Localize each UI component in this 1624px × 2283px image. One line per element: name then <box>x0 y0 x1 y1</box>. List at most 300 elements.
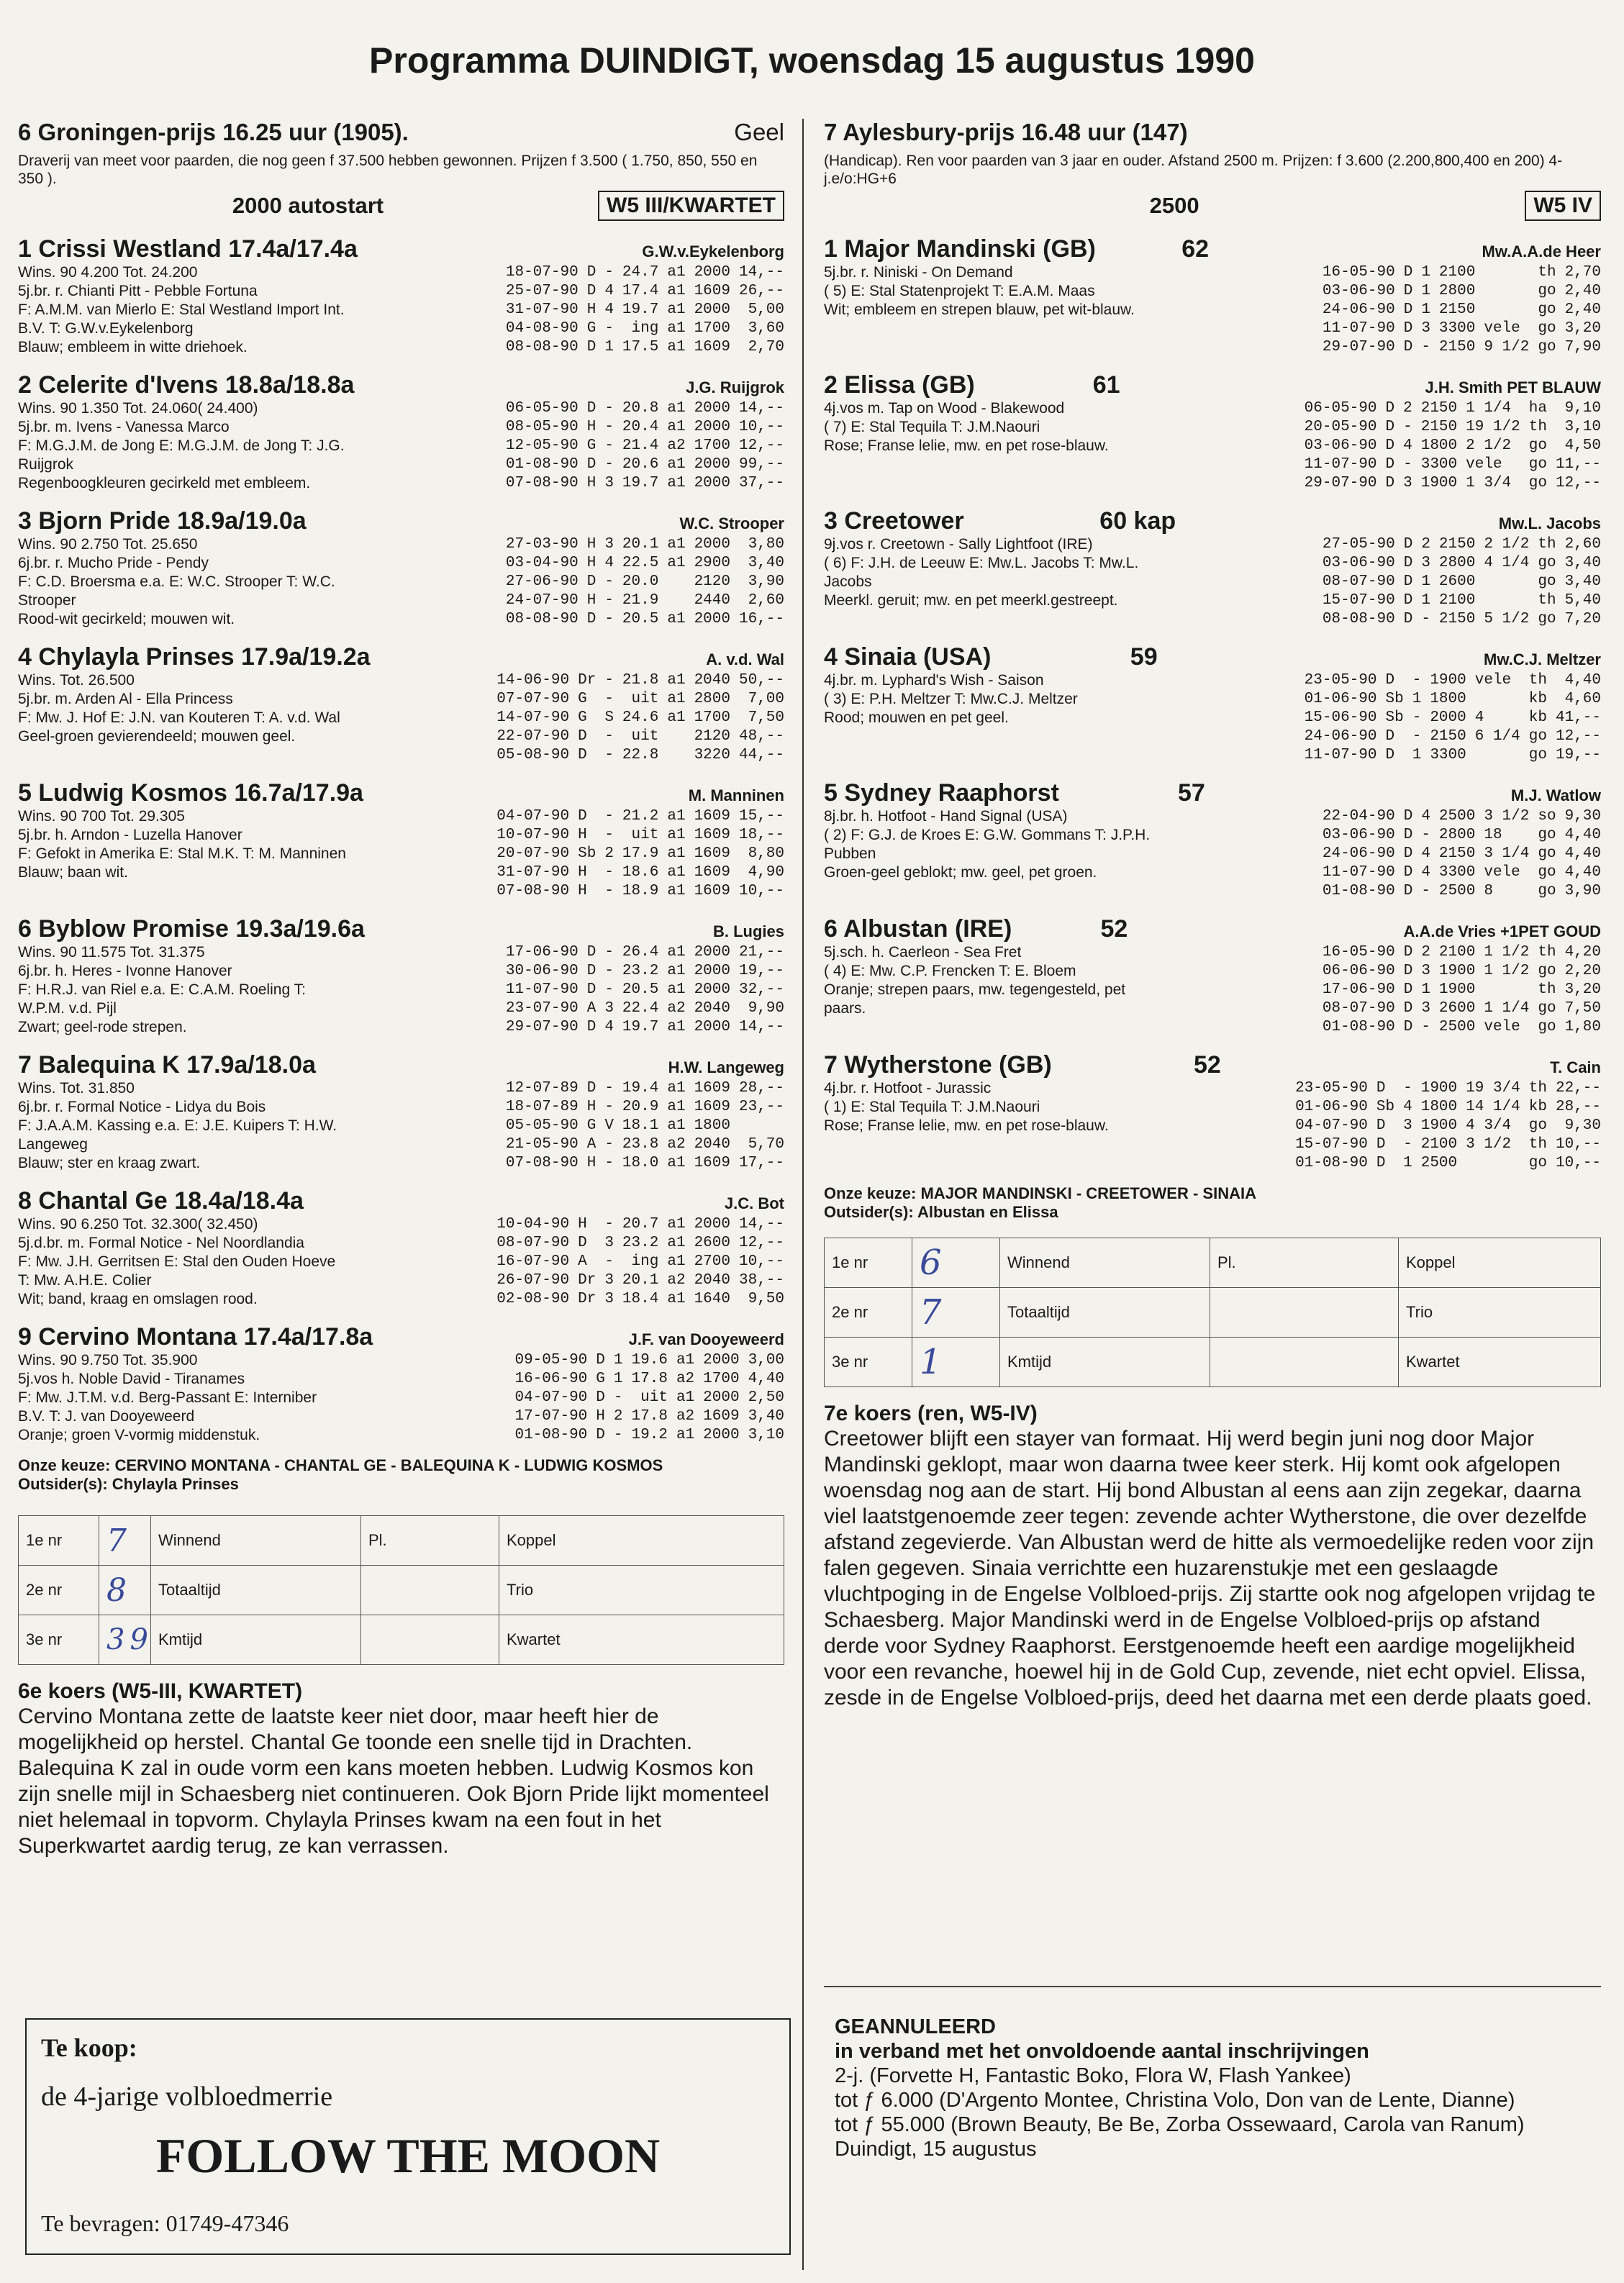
horse-info-line: Zwart; geel-rode strepen. <box>18 1019 187 1035</box>
horse-info-line: 6j.br. h. Heres - Ivonne Hanover <box>18 963 232 979</box>
run-cell: 2,60 <box>1564 536 1601 553</box>
run-cell: 20.6 <box>622 456 659 473</box>
horse-trainer: A.A.de Vries +1PET GOUD <box>1403 922 1601 940</box>
horse-info-line: 5j.sch. h. Caerleon - Sea Fret <box>824 944 1022 961</box>
horse-info-line: Ruijgrok <box>18 456 74 473</box>
run-cell: 20.0 <box>622 573 659 590</box>
run-cell: 9,50 <box>748 1291 784 1307</box>
run-cell: - <box>613 1427 623 1443</box>
run-row <box>1287 1135 1601 1154</box>
horse-info-line: 5j.br. r. Chianti Pitt - Pebble Fortuna <box>18 283 258 299</box>
run-cell: - <box>604 400 614 417</box>
run-cell: 15-07-90 <box>1295 1136 1368 1153</box>
run-row <box>506 1389 784 1407</box>
run-cell: a1 <box>667 400 686 417</box>
run-cell: 38,-- <box>738 1272 784 1289</box>
horse-info-line: ( 4) E: Mw. C.P. Frencken T: E. Bloem <box>824 963 1076 979</box>
run-cell: 7,90 <box>1564 339 1601 355</box>
run-cell: 20-05-90 <box>1304 419 1377 435</box>
run-cell: D <box>1403 573 1413 590</box>
run-cell: G <box>586 437 596 454</box>
race-7-distance-row <box>824 191 1601 221</box>
run-cell: go <box>1538 555 1556 571</box>
run-cell: go <box>1528 437 1547 454</box>
run-cell: 10,-- <box>1555 1136 1601 1153</box>
run-row <box>1314 999 1601 1018</box>
run-cell: a1 <box>676 1389 695 1406</box>
run-cell: 3 1/2 <box>1466 1136 1512 1153</box>
run-cell: a1 <box>667 456 686 473</box>
run-cell: 31-07-90 <box>505 301 579 318</box>
horse-info <box>18 399 497 493</box>
race-6-outsider: Outsider(s): Chylayla Prinses <box>18 1475 239 1493</box>
run-cell: 04-07-90 <box>514 1389 588 1406</box>
run-cell: - <box>1421 827 1430 843</box>
run-cell: 14,-- <box>738 1019 784 1035</box>
horse-name: 1 Crissi Westland 17.4a/17.4a <box>18 235 358 263</box>
horse-trainer: H.W. Langeweg <box>668 1058 784 1076</box>
race-6-analysis-text: Cervino Montana zette de laatste keer niet door, maar heeft hier de mogelijkheid op herstel. Chantal Ge toonde een snelle tijd in Drachten. Balequina K zal in oude vorm een kans moeten hebben. Ludwig Kosmos kon zijn snelle mijl in Schaesberg niet continueren. Ook Bjorn Pride lijkt momenteel niet helemaal in topvorm. Chylayla Prinses kwam na een fout in het Superkwartet aardig terug, ze kan verrassen. <box>18 1705 769 1858</box>
horse-info <box>18 807 488 901</box>
run-cell: D <box>1403 827 1413 843</box>
run-cell: kb <box>1528 1099 1547 1115</box>
run-cell: D <box>1385 456 1395 473</box>
run-cell: 9,30 <box>1564 1117 1601 1134</box>
run-cell: 3,40 <box>748 555 784 571</box>
run-cell: go <box>1538 827 1556 843</box>
run-cell: 24-06-90 <box>1322 845 1395 862</box>
horse-info-line: Regenboogkleuren gecirkeld met embleem. <box>18 475 311 491</box>
run-cell: 19.7 <box>622 475 659 491</box>
run-cell: 01-08-90 <box>1295 1155 1368 1171</box>
run-cell: 22-04-90 <box>1322 808 1395 825</box>
run-cell: D <box>1376 1080 1386 1097</box>
run-cell: 2440 <box>694 592 730 609</box>
run-cell: 1 <box>1421 981 1430 998</box>
run-cell: 26,-- <box>738 283 784 299</box>
recent-runs-table <box>506 1351 784 1445</box>
run-cell: a1 <box>676 1352 695 1369</box>
run-cell: H <box>586 536 596 553</box>
run-cell: D <box>586 283 596 299</box>
run-cell: go <box>1538 845 1556 862</box>
run-cell: D <box>1403 883 1413 899</box>
run-cell: A <box>586 1136 596 1153</box>
run-row <box>497 1079 784 1098</box>
horse-name: 4 Sinaia (USA) <box>824 643 992 671</box>
run-cell: a1 <box>667 1099 686 1115</box>
run-cell: th <box>1538 592 1556 609</box>
run-cell: a1 <box>667 808 686 825</box>
horse-info-line: F: C.D. Broersma e.a. E: W.C. Strooper T: W.C. <box>18 573 335 590</box>
run-cell: - <box>604 456 614 473</box>
run-cell: uit <box>640 1389 668 1406</box>
run-cell: 2 <box>1421 944 1430 961</box>
run-cell: 1800 <box>1420 437 1458 454</box>
run-cell: 09-05-90 <box>514 1352 588 1369</box>
run-cell: 50,-- <box>738 672 784 689</box>
run-row <box>497 399 784 418</box>
horse-info <box>824 399 1296 493</box>
recent-runs-table <box>497 943 784 1037</box>
horse-name: 6 Albustan (IRE) <box>824 915 1012 943</box>
run-row <box>1314 981 1601 999</box>
horse-info-line: Wit; band, kraag en omslagen rood. <box>18 1291 258 1307</box>
run-cell: V <box>604 1117 614 1134</box>
run-cell: ing <box>631 1253 659 1270</box>
run-cell: Dr <box>578 1272 596 1289</box>
cancelled-races-notice <box>835 2015 1597 2161</box>
horse-info-line: F: H.R.J. van Riel e.a. E: C.A.M. Roeling T: <box>18 981 306 998</box>
annul-subheading: in verband met het onvoldoende aantal inschrijvingen <box>835 2040 1369 2063</box>
run-cell: 3 <box>604 536 614 553</box>
run-cell: D <box>1403 320 1413 337</box>
run-row <box>488 709 784 727</box>
run-cell: 1900 <box>1438 981 1476 998</box>
run-cell: a1 <box>667 1291 686 1307</box>
horse-info-line: 4j.br. r. Hotfoot - Jurassic <box>824 1080 992 1097</box>
run-cell: 29-07-90 <box>1304 475 1377 491</box>
run-row <box>497 1154 784 1173</box>
run-cell: 4 <box>604 1019 614 1035</box>
run-row <box>497 591 784 610</box>
horse-info-line: T: Mw. A.H.E. Colier <box>18 1272 152 1289</box>
run-cell: D <box>1403 536 1413 553</box>
run-cell: a1 <box>667 845 686 862</box>
run-cell: 23,-- <box>738 1099 784 1115</box>
run-cell: - <box>604 1136 614 1153</box>
horse-entry <box>824 371 1601 493</box>
run-row <box>1314 962 1601 981</box>
run-cell: 4 <box>604 555 614 571</box>
run-cell: 19.7 <box>622 301 659 318</box>
race-7-class-badge: W5 IV <box>1525 191 1601 221</box>
run-cell: 3,80 <box>748 536 784 553</box>
handwritten-note: 7 <box>912 1288 1000 1338</box>
horse-entry <box>18 915 784 1037</box>
horse-weight: 60 kap <box>1099 507 1176 535</box>
run-cell: 2800 <box>1438 283 1476 299</box>
run-cell: 08-07-90 <box>1322 573 1395 590</box>
run-cell: D <box>586 611 596 627</box>
run-row <box>497 437 784 455</box>
run-cell: 2800 <box>694 691 730 707</box>
annul-line: Duindigt, 15 augustus <box>835 2138 1037 2161</box>
run-cell: 1 <box>1421 283 1430 299</box>
run-cell: a1 <box>667 1080 686 1097</box>
race-6-conditions: Draverij van meet voor paarden, die nog geen f 37.500 hebben gewonnen. Prijzen f 3.500 ( 1.750, 850, 550 en 350 ). <box>18 153 758 187</box>
horse-info-line: Wit; embleem en strepen blauw, pet wit-blauw. <box>824 301 1135 318</box>
horse-info <box>18 535 497 629</box>
horse-info-line: ( 7) E: Stal Tequila T: J.M.Naouri <box>824 419 1040 435</box>
run-row <box>1314 807 1601 826</box>
run-cell: go <box>1528 456 1547 473</box>
race-7-distance: 2500 <box>1149 193 1199 218</box>
run-cell: 3,40 <box>748 1408 784 1425</box>
run-row <box>1314 845 1601 863</box>
run-cell: 4,40 <box>1564 845 1601 862</box>
run-cell: 29-07-90 <box>1322 339 1395 355</box>
run-cell: a1 <box>667 1235 686 1251</box>
run-cell: 5 1/2 <box>1484 611 1530 627</box>
run-cell: - <box>1403 1136 1412 1153</box>
run-cell: a1 <box>667 672 686 689</box>
run-cell: 22.8 <box>622 747 659 763</box>
run-cell: 20.5 <box>622 611 659 627</box>
run-cell: 14,-- <box>738 400 784 417</box>
horse-info <box>824 263 1314 357</box>
run-cell: - <box>604 264 614 281</box>
run-cell: 3 <box>604 1291 614 1307</box>
result-label: Winnend <box>151 1516 361 1566</box>
run-cell: 22.4 <box>622 1000 659 1017</box>
run-cell: go <box>1528 1155 1547 1171</box>
run-cell: 1609 <box>694 827 730 843</box>
run-cell: Dr <box>578 672 596 689</box>
run-cell: 5,00 <box>748 301 784 318</box>
run-cell: 2040 <box>694 1136 730 1153</box>
result-label: 3e nr <box>19 1615 99 1665</box>
run-cell: - <box>604 611 614 627</box>
run-cell: D <box>596 1389 605 1406</box>
run-cell: D <box>586 1080 596 1097</box>
result-label: Totaaltijd <box>1000 1288 1210 1338</box>
run-row <box>1314 535 1601 554</box>
run-cell: A <box>578 1253 587 1270</box>
horse-info <box>18 1215 488 1309</box>
run-cell <box>1475 263 1529 282</box>
run-cell: 1609 <box>694 883 730 899</box>
run-cell: so <box>1538 808 1556 825</box>
race-6-color: Geel <box>734 119 784 145</box>
run-cell: th <box>1538 944 1556 961</box>
horse-info-line: F: Mw. J. Hof E: J.N. van Kouteren T: A. v.d. Wal <box>18 709 340 726</box>
run-cell: 18.9 <box>622 883 659 899</box>
run-row <box>1314 610 1601 629</box>
run-cell: a1 <box>667 1019 686 1035</box>
run-row <box>488 1253 784 1271</box>
run-cell: 2040 <box>694 1000 730 1017</box>
run-cell: D <box>1385 419 1395 435</box>
run-cell: - <box>604 1216 614 1233</box>
horse-entry <box>824 915 1601 1037</box>
run-cell: 25-07-90 <box>505 283 579 299</box>
run-cell: 24-06-90 <box>1304 728 1377 745</box>
horse-trainer: W.C. Strooper <box>679 514 784 532</box>
horse-entry <box>18 1323 784 1445</box>
run-cell: go <box>1538 883 1556 899</box>
run-cell: go <box>1538 864 1556 881</box>
run-cell: - <box>604 691 614 707</box>
horse-info-line: Langeweg <box>18 1136 88 1153</box>
run-cell: go <box>1538 301 1556 318</box>
run-cell: 19,-- <box>1555 747 1601 763</box>
run-cell: 1609 <box>694 864 730 881</box>
run-cell: 2000 <box>694 1019 730 1035</box>
run-cell: 2 1/2 <box>1484 536 1530 553</box>
race-6-result-table <box>18 1515 784 1665</box>
race-7-heading: 7 Aylesbury-prijs 16.48 uur (147) <box>824 119 1188 145</box>
run-cell: 15-07-90 <box>1322 592 1395 609</box>
horse-info-line: Wins. 90 1.350 Tot. 24.060( 24.400) <box>18 400 258 417</box>
run-cell: a1 <box>667 691 686 707</box>
horse-info-line: 4j.br. m. Lyphard's Wish - Saison <box>824 672 1044 689</box>
run-cell: 23.2 <box>622 963 659 979</box>
run-row <box>1314 573 1601 591</box>
run-cell: 32,-- <box>738 981 784 998</box>
horse-info <box>824 807 1314 901</box>
result-label: Kmtijd <box>1000 1338 1210 1387</box>
run-cell: - <box>604 1080 614 1097</box>
run-cell: - <box>604 672 614 689</box>
ad-heading: Te koop: <box>41 2033 137 2062</box>
race-7-conditions: (Handicap). Ren voor paarden van 3 jaar en ouder. Afstand 2500 m. Prijzen: f 3.600 (2.200,800,400 en 200) 4-j.e/o:HG+6 <box>824 153 1563 187</box>
run-cell: go <box>1528 475 1547 491</box>
run-cell: 4 <box>1403 437 1412 454</box>
run-cell: 03-04-90 <box>505 555 579 571</box>
horse-info-line: Blauw; embleem in witte driehoek. <box>18 339 248 355</box>
run-row <box>1314 319 1601 338</box>
recent-runs-table <box>1314 943 1601 1037</box>
run-cell: 18,-- <box>738 827 784 843</box>
horse-name: 3 Bjorn Pride 18.9a/19.0a <box>18 507 307 535</box>
horse-name: 6 Byblow Promise 19.3a/19.6a <box>18 915 365 943</box>
run-cell: th <box>1528 672 1547 689</box>
result-label: 1e nr <box>825 1238 912 1288</box>
run-cell: 02-08-90 <box>496 1291 570 1307</box>
run-row <box>497 418 784 437</box>
run-cell: 11-07-90 <box>1322 864 1395 881</box>
run-row <box>497 1135 784 1154</box>
run-cell: 24.6 <box>622 709 659 726</box>
run-cell: 24.7 <box>622 264 659 281</box>
ad-contact: Te bevragen: 01749-47346 <box>41 2210 289 2236</box>
run-row <box>1314 943 1601 962</box>
run-cell: 1 <box>1412 747 1422 763</box>
horse-info <box>824 535 1314 629</box>
run-cell: - <box>604 1099 614 1115</box>
run-cell: 4 <box>1421 845 1430 862</box>
horse-info-line: Oranje; groen V-vormig middenstuk. <box>18 1427 260 1443</box>
run-cell: D <box>1385 437 1395 454</box>
run-cell: th <box>1528 419 1547 435</box>
run-cell: 04-07-90 <box>496 808 570 825</box>
run-cell: 14-06-90 <box>496 672 570 689</box>
run-cell: 2600 <box>694 1235 730 1251</box>
run-cell: 3,00 <box>748 1352 784 1369</box>
run-cell: 4,50 <box>1564 437 1601 454</box>
run-cell <box>658 591 685 610</box>
run-row <box>1296 474 1601 493</box>
run-row <box>506 1370 784 1389</box>
race-6-keuze: Onze keuze: CERVINO MONTANA - CHANTAL GE - BALEQUINA K - LUDWIG KOSMOS <box>18 1456 663 1474</box>
horse-info <box>824 1079 1287 1173</box>
run-cell: 3,20 <box>1564 320 1601 337</box>
run-cell: D <box>1403 1000 1413 1017</box>
horse-trainer: M. Manninen <box>688 786 784 804</box>
run-cell: 2150 <box>1430 728 1466 745</box>
run-cell: H <box>578 883 587 899</box>
run-cell: a1 <box>667 339 686 355</box>
run-cell: 04-08-90 <box>505 320 579 337</box>
run-cell: vele <box>1466 456 1502 473</box>
run-cell: 2000 <box>694 536 730 553</box>
run-cell: a2 <box>667 1000 686 1017</box>
run-cell: 20.8 <box>622 400 659 417</box>
run-row <box>1287 1117 1601 1135</box>
run-cell: Sb <box>1376 1099 1395 1115</box>
run-cell: - <box>1421 611 1430 627</box>
run-row <box>497 573 784 591</box>
run-cell: 15-06-90 <box>1304 709 1377 726</box>
run-cell: H <box>586 592 596 609</box>
run-row <box>506 1351 784 1370</box>
run-cell: - <box>1403 1080 1412 1097</box>
run-cell: 2500 <box>1438 883 1476 899</box>
run-cell: 01-08-90 <box>1322 883 1395 899</box>
run-cell: go <box>1538 320 1556 337</box>
run-row <box>488 1271 784 1290</box>
run-cell: 37,-- <box>738 475 784 491</box>
horse-entry <box>18 1187 784 1309</box>
run-cell: 1 <box>1421 264 1430 281</box>
run-cell: go <box>1538 1000 1556 1017</box>
run-cell: 1 <box>1403 1155 1412 1171</box>
run-cell: G <box>578 709 587 726</box>
run-cell: 2000 <box>694 264 730 281</box>
run-cell: go <box>1538 611 1556 627</box>
horse-name: 7 Wytherstone (GB) <box>824 1051 1052 1079</box>
run-cell: 41,-- <box>1555 709 1601 726</box>
horse-info-line: ( 5) E: Stal Statenprojekt T: E.A.M. Maas <box>824 283 1095 299</box>
horse-info-line: Wins. Tot. 26.500 <box>18 672 135 689</box>
run-cell: a2 <box>667 1272 686 1289</box>
result-label: Kmtijd <box>151 1615 361 1665</box>
run-cell: 3 <box>604 1000 614 1017</box>
horse-info-line: Pubben <box>824 845 876 862</box>
result-label: Trio <box>1399 1288 1601 1338</box>
run-cell: 1609 <box>694 1155 730 1171</box>
run-cell: - <box>604 963 614 979</box>
run-cell: 20.1 <box>622 536 659 553</box>
run-cell: a1 <box>667 1117 686 1134</box>
run-cell: 8,80 <box>748 845 784 862</box>
run-cell: - <box>604 419 614 435</box>
run-cell: 17,-- <box>738 1155 784 1171</box>
run-cell: 03-06-90 <box>1304 437 1377 454</box>
run-cell: 1700 <box>694 320 730 337</box>
run-row <box>1296 690 1601 709</box>
run-cell: kb <box>1528 709 1547 726</box>
run-cell: 1609 <box>703 1408 740 1425</box>
run-cell: Sb <box>1385 691 1404 707</box>
horse-trainer: A. v.d. Wal <box>706 650 784 668</box>
run-cell: 12,-- <box>1555 475 1601 491</box>
horse-info-line: Wins. 90 6.250 Tot. 32.300( 32.450) <box>18 1216 258 1233</box>
run-cell: 08-07-90 <box>496 1235 570 1251</box>
run-row <box>497 282 784 301</box>
run-cell: 2000 <box>694 419 730 435</box>
run-cell: 7,00 <box>748 691 784 707</box>
run-cell: 27-03-90 <box>505 536 579 553</box>
run-cell: 2,70 <box>748 339 784 355</box>
run-cell: a1 <box>667 611 686 627</box>
run-cell: D <box>586 339 596 355</box>
run-cell: 3300 <box>1420 456 1458 473</box>
run-row <box>497 263 784 282</box>
horse-name: 7 Balequina K 17.9a/18.0a <box>18 1051 316 1079</box>
run-cell: D <box>586 400 596 417</box>
